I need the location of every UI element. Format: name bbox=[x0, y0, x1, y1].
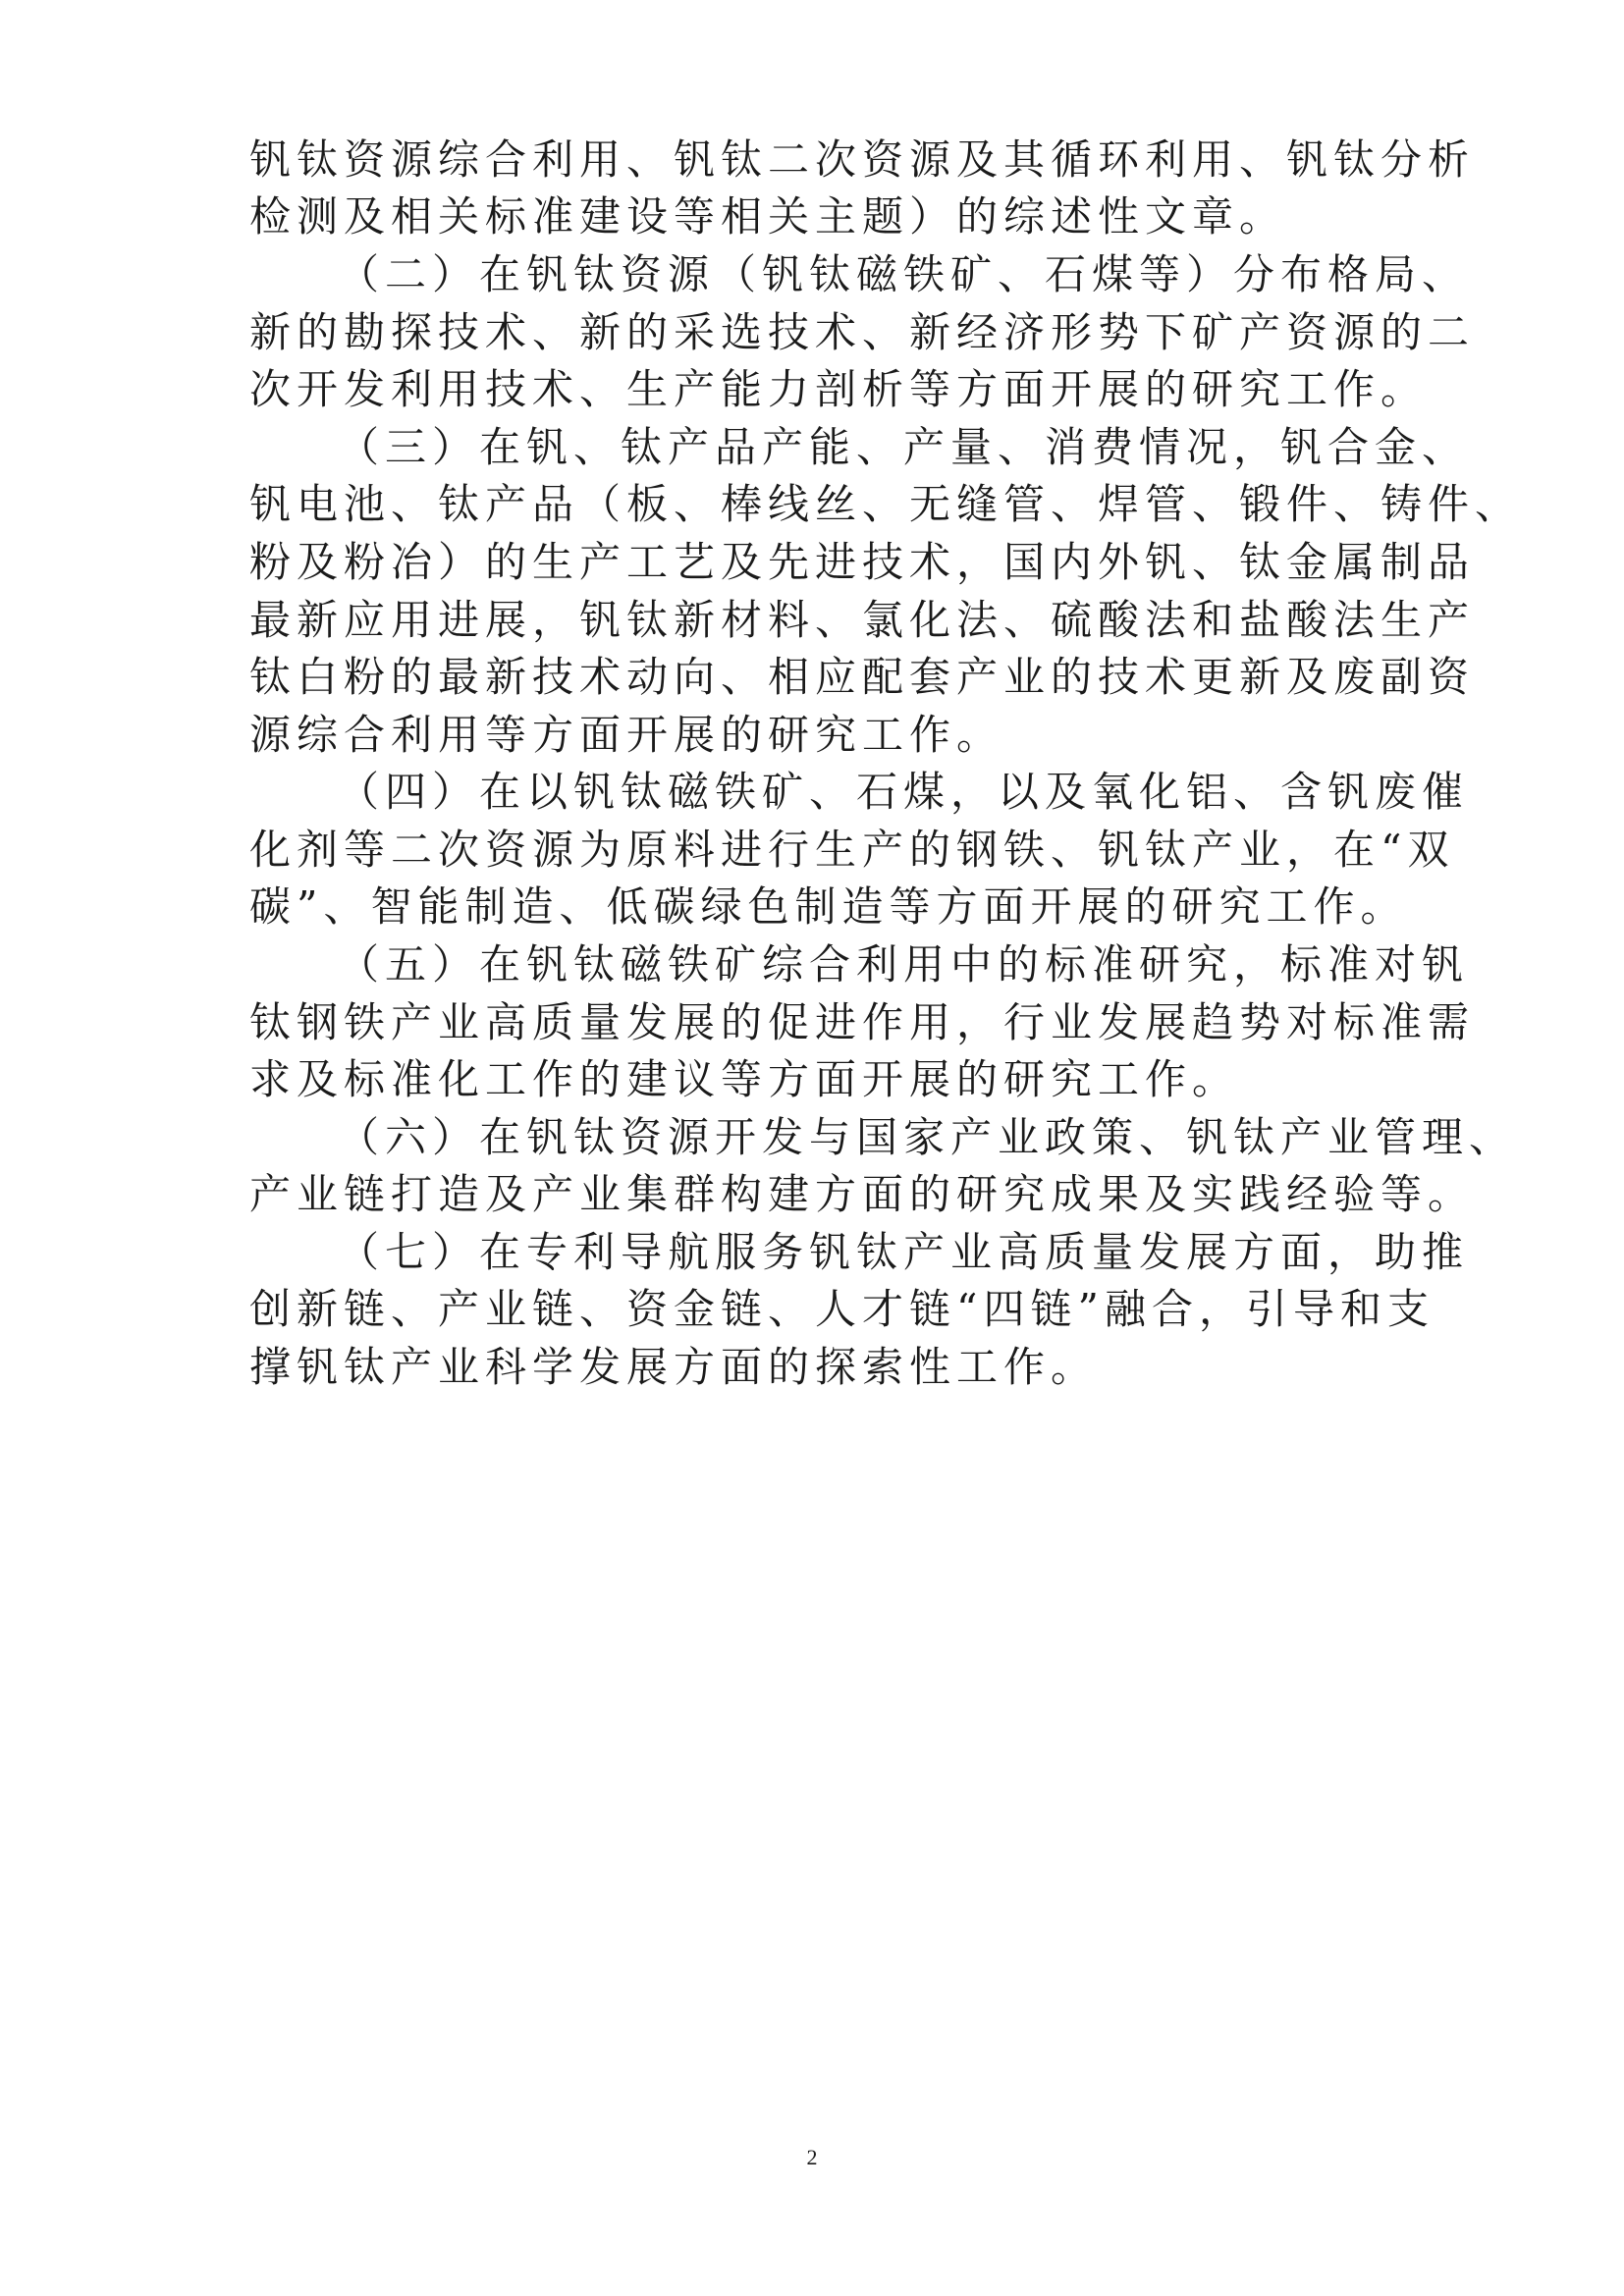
text-line: 钛钢铁产业高质量发展的促进作用，行业发展趋势对标准需 bbox=[249, 998, 1476, 1046]
text-line: 碳”、智能制造、低碳绿色制造等方面开展的研究工作。 bbox=[249, 882, 1408, 931]
page-number: 2 bbox=[806, 2145, 818, 2169]
text-line: 检测及相关标准建设等相关主题）的综述性文章。 bbox=[249, 192, 1287, 240]
text-line: 产业链打造及产业集群构建方面的研究成果及实践经验等。 bbox=[249, 1170, 1476, 1218]
text-line: 求及标准化工作的建议等方面开展的研究工作。 bbox=[249, 1055, 1240, 1103]
text-line: 源综合利用等方面开展的研究工作。 bbox=[249, 711, 1004, 759]
text-line: 钛白粉的最新技术动向、相应配套产业的技术更新及废副资 bbox=[249, 653, 1476, 701]
text-line: 钒电池、钛产品（板、棒线丝、无缝管、焊管、锻件、铸件、 bbox=[249, 480, 1523, 528]
text-line: 创新链、产业链、资金链、人才链“四链”融合，引导和支 bbox=[249, 1285, 1435, 1333]
text-line: 粉及粉冶）的生产工艺及先进技术，国内外钒、钛金属制品 bbox=[249, 538, 1476, 586]
text-line: 化剂等二次资源为原料进行生产的钢铁、钒钛产业，在“双 bbox=[249, 826, 1455, 874]
paragraph-two-start: （二）在钒钛资源（钒钛磁铁矿、石煤等）分布格局、 bbox=[338, 250, 1470, 298]
paragraph-four-start: （四）在以钒钛磁铁矿、石煤，以及氧化铝、含钒废催 bbox=[338, 768, 1470, 816]
text-line: 撑钒钛产业科学发展方面的探索性工作。 bbox=[249, 1343, 1099, 1391]
paragraph-five-start: （五）在钒钛磁铁矿综合利用中的标准研究，标准对钒 bbox=[338, 940, 1470, 988]
text-line: 新的勘探技术、新的采选技术、新经济形势下矿产资源的二 bbox=[249, 308, 1476, 356]
text-line: 次开发利用技术、生产能力剖析等方面开展的研究工作。 bbox=[249, 365, 1429, 413]
text-line: 最新应用进展，钒钛新材料、氯化法、硫酸法和盐酸法生产 bbox=[249, 596, 1476, 644]
paragraph-seven-start: （七）在专利导航服务钒钛产业高质量发展方面，助推 bbox=[338, 1228, 1470, 1276]
paragraph-three-start: （三）在钒、钛产品产能、产量、消费情况，钒合金、 bbox=[338, 423, 1470, 471]
text-line: 钒钛资源综合利用、钒钛二次资源及其循环利用、钒钛分析 bbox=[249, 135, 1476, 184]
paragraph-six-start: （六）在钒钛资源开发与国家产业政策、钒钛产业管理、 bbox=[338, 1113, 1517, 1161]
